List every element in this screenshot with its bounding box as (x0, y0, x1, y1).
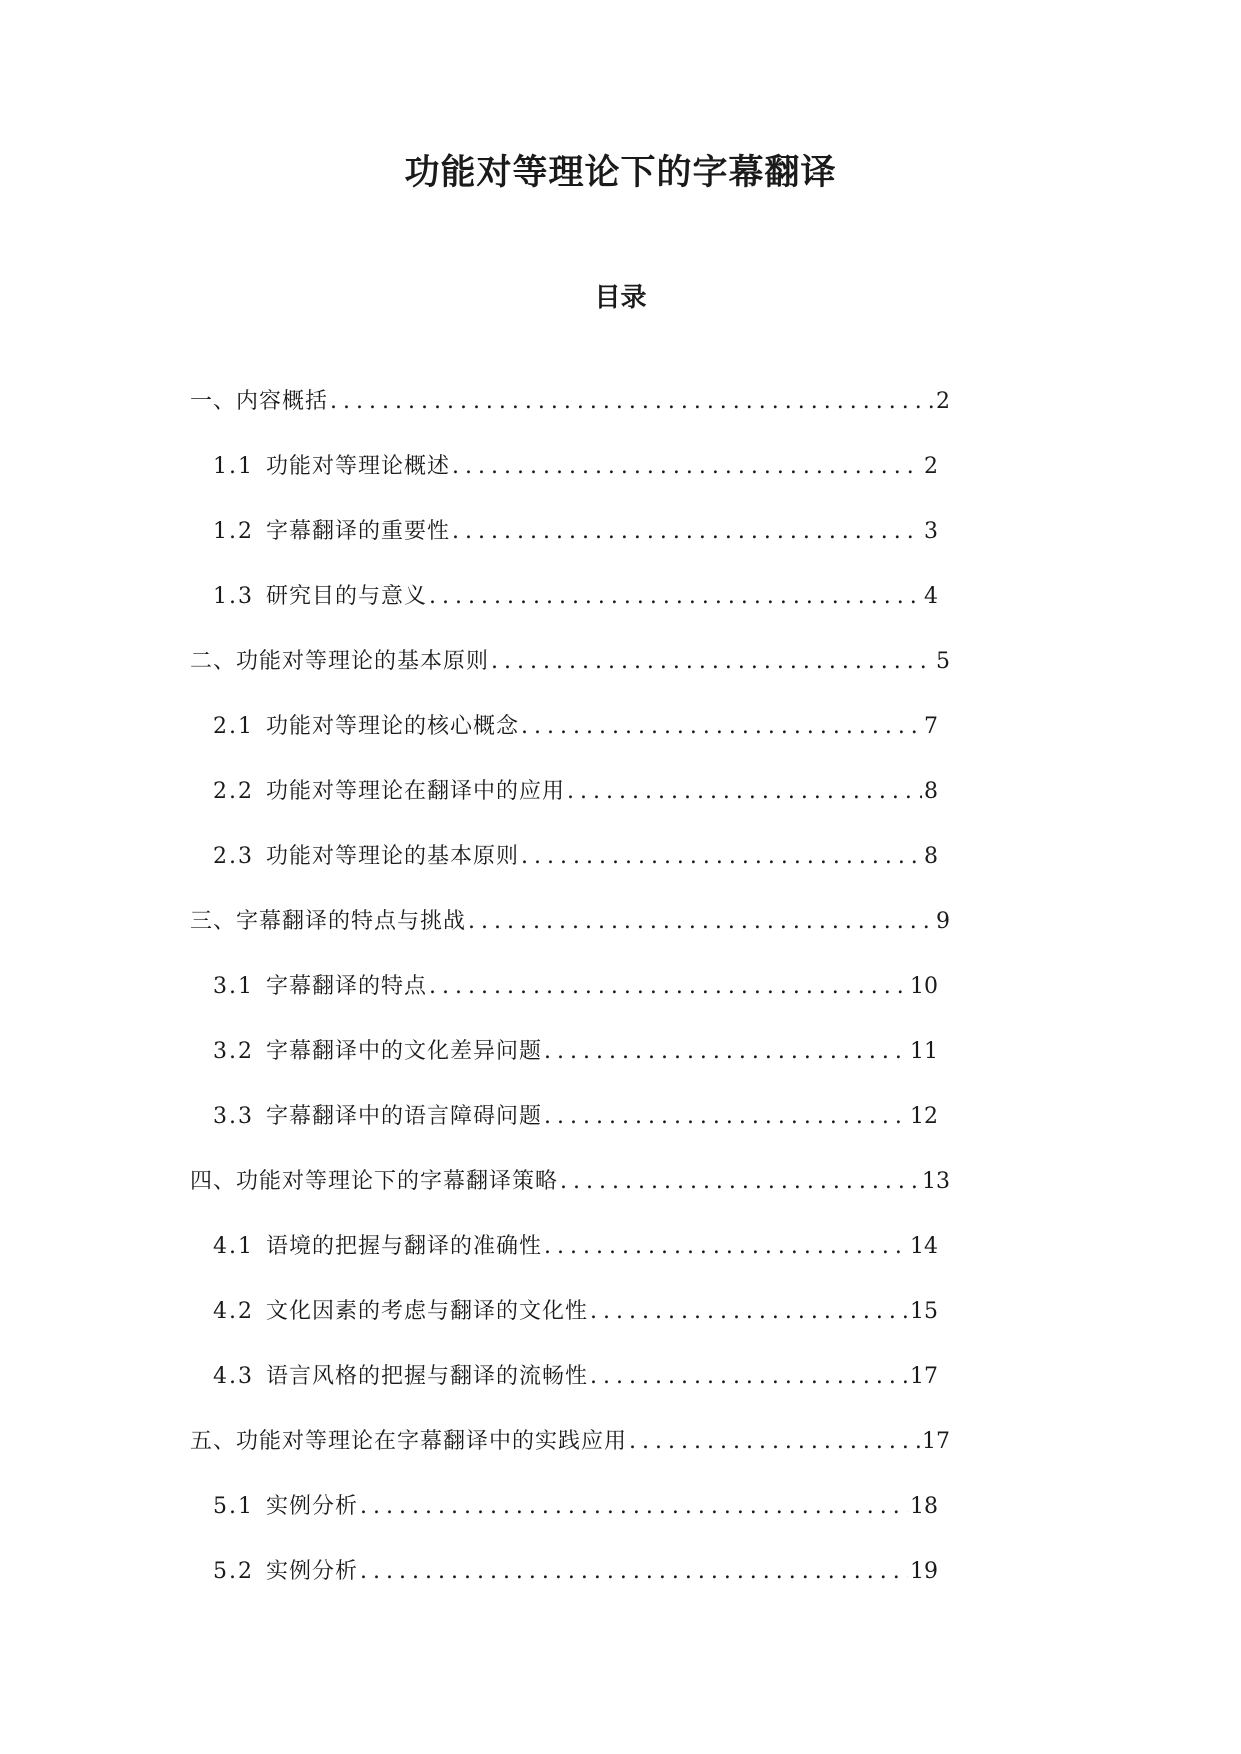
toc-section-number: 3.1 (213, 974, 254, 999)
document-title: 功能对等理论下的字幕翻译 (404, 153, 837, 193)
toc-entry-label: 三、字幕翻译的特点与挑战 (190, 909, 467, 934)
toc-entry[interactable] (0, 1358, 938, 1423)
toc-page-number: 9 (936, 909, 950, 934)
toc-page-number: 18 (910, 1494, 938, 1519)
toc-leader-dots (542, 1033, 908, 1071)
toc-leader-dots (358, 1488, 908, 1526)
toc-page-number: 7 (924, 714, 938, 739)
toc-entry[interactable] (0, 708, 938, 773)
toc-leader-dots (450, 448, 922, 486)
toc-leader-dots (427, 578, 922, 616)
toc-entry[interactable] (0, 773, 938, 838)
toc-page-number: 8 (924, 779, 938, 804)
toc-leader-dots (328, 383, 934, 421)
toc-leader-dots (450, 513, 922, 551)
toc-entry-label: 实例分析 (266, 1494, 359, 1519)
toc-section-number: 5.2 (213, 1559, 254, 1584)
toc-section-number: 2.2 (213, 779, 254, 804)
toc-entry[interactable] (0, 903, 950, 968)
toc-page-number: 2 (924, 454, 938, 479)
toc-entry-label: 字幕翻译中的文化差异问题 (266, 1039, 543, 1064)
toc-page-number: 17 (922, 1429, 950, 1454)
toc-page-number: 12 (910, 1104, 938, 1129)
toc-page-number: 10 (910, 974, 938, 999)
toc-leader-dots (519, 838, 922, 876)
toc-leader-dots (627, 1423, 920, 1461)
toc-entry-label: 功能对等理论的基本原则 (266, 844, 520, 869)
toc-entry[interactable] (0, 1228, 938, 1293)
toc-page-number: 14 (910, 1234, 938, 1259)
toc-page-number: 8 (924, 844, 938, 869)
toc-page-number: 4 (924, 584, 938, 609)
toc-section-number: 1.2 (213, 519, 254, 544)
toc-leader-dots (489, 643, 934, 681)
toc-section-number: 3.3 (213, 1104, 254, 1129)
toc-page-number: 15 (910, 1299, 938, 1324)
toc-leader-dots (565, 773, 922, 811)
toc-section-number: 4.2 (213, 1299, 254, 1324)
toc-entry-label: 字幕翻译的特点 (266, 974, 428, 999)
toc-leader-dots (466, 903, 934, 941)
toc-section-number: 5.1 (213, 1494, 254, 1519)
toc-entry[interactable] (0, 578, 938, 643)
toc-page-number: 2 (936, 389, 950, 414)
toc-entry[interactable] (0, 1293, 938, 1358)
toc-section-number: 3.2 (213, 1039, 254, 1064)
toc-entry[interactable] (0, 1098, 938, 1163)
toc-entry[interactable] (0, 1553, 938, 1618)
toc-entry-label: 四、功能对等理论下的字幕翻译策略 (190, 1169, 559, 1194)
toc-entry[interactable] (0, 1033, 938, 1098)
toc-section-number: 4.1 (213, 1234, 254, 1259)
toc-entry-label: 五、功能对等理论在字幕翻译中的实践应用 (190, 1429, 628, 1454)
toc-leader-dots (588, 1293, 908, 1331)
toc-entry-label: 文化因素的考虑与翻译的文化性 (266, 1299, 589, 1324)
toc-entry-label: 二、功能对等理论的基本原则 (190, 649, 490, 674)
toc-leader-dots (519, 708, 922, 746)
toc-entry-label: 语境的把握与翻译的准确性 (266, 1234, 543, 1259)
toc-page-number: 19 (910, 1559, 938, 1584)
toc-leader-dots (427, 968, 908, 1006)
toc-section-number: 2.1 (213, 714, 254, 739)
toc-entry[interactable] (0, 1163, 950, 1228)
toc-page-number: 11 (910, 1039, 938, 1064)
toc-entry-label: 语言风格的把握与翻译的流畅性 (266, 1364, 589, 1389)
toc-page-number: 17 (910, 1364, 938, 1389)
toc-entry[interactable] (0, 838, 938, 903)
toc-section-number: 1.3 (213, 584, 254, 609)
toc-entry[interactable] (0, 1488, 938, 1553)
toc-entry-label: 实例分析 (266, 1559, 359, 1584)
toc-entry-label: 功能对等理论概述 (266, 454, 451, 479)
toc-leader-dots (588, 1358, 908, 1396)
toc-leader-dots (542, 1098, 908, 1136)
toc-entry[interactable] (0, 513, 938, 578)
toc-entry[interactable] (0, 448, 938, 513)
toc-entry-label: 字幕翻译的重要性 (266, 519, 451, 544)
toc-page-number: 5 (936, 649, 950, 674)
toc-heading: 目录 (594, 283, 647, 313)
toc-entry-label: 字幕翻译中的语言障碍问题 (266, 1104, 543, 1129)
toc-entry-label: 功能对等理论的核心概念 (266, 714, 520, 739)
toc-entry-label: 研究目的与意义 (266, 584, 428, 609)
toc-entry-label: 功能对等理论在翻译中的应用 (266, 779, 566, 804)
toc-page-number: 13 (922, 1169, 950, 1194)
toc-section-number: 1.1 (213, 454, 254, 479)
table-of-contents (0, 383, 1241, 1618)
toc-entry[interactable] (0, 968, 938, 1033)
toc-section-number: 4.3 (213, 1364, 254, 1389)
toc-entry[interactable] (0, 643, 950, 708)
toc-entry[interactable] (0, 1423, 950, 1488)
toc-page-number: 3 (924, 519, 938, 544)
toc-leader-dots (542, 1228, 908, 1266)
toc-leader-dots (558, 1163, 920, 1201)
toc-entry-label: 一、内容概括 (190, 389, 329, 414)
toc-leader-dots (358, 1553, 908, 1591)
toc-entry[interactable] (0, 383, 950, 448)
toc-section-number: 2.3 (213, 844, 254, 869)
